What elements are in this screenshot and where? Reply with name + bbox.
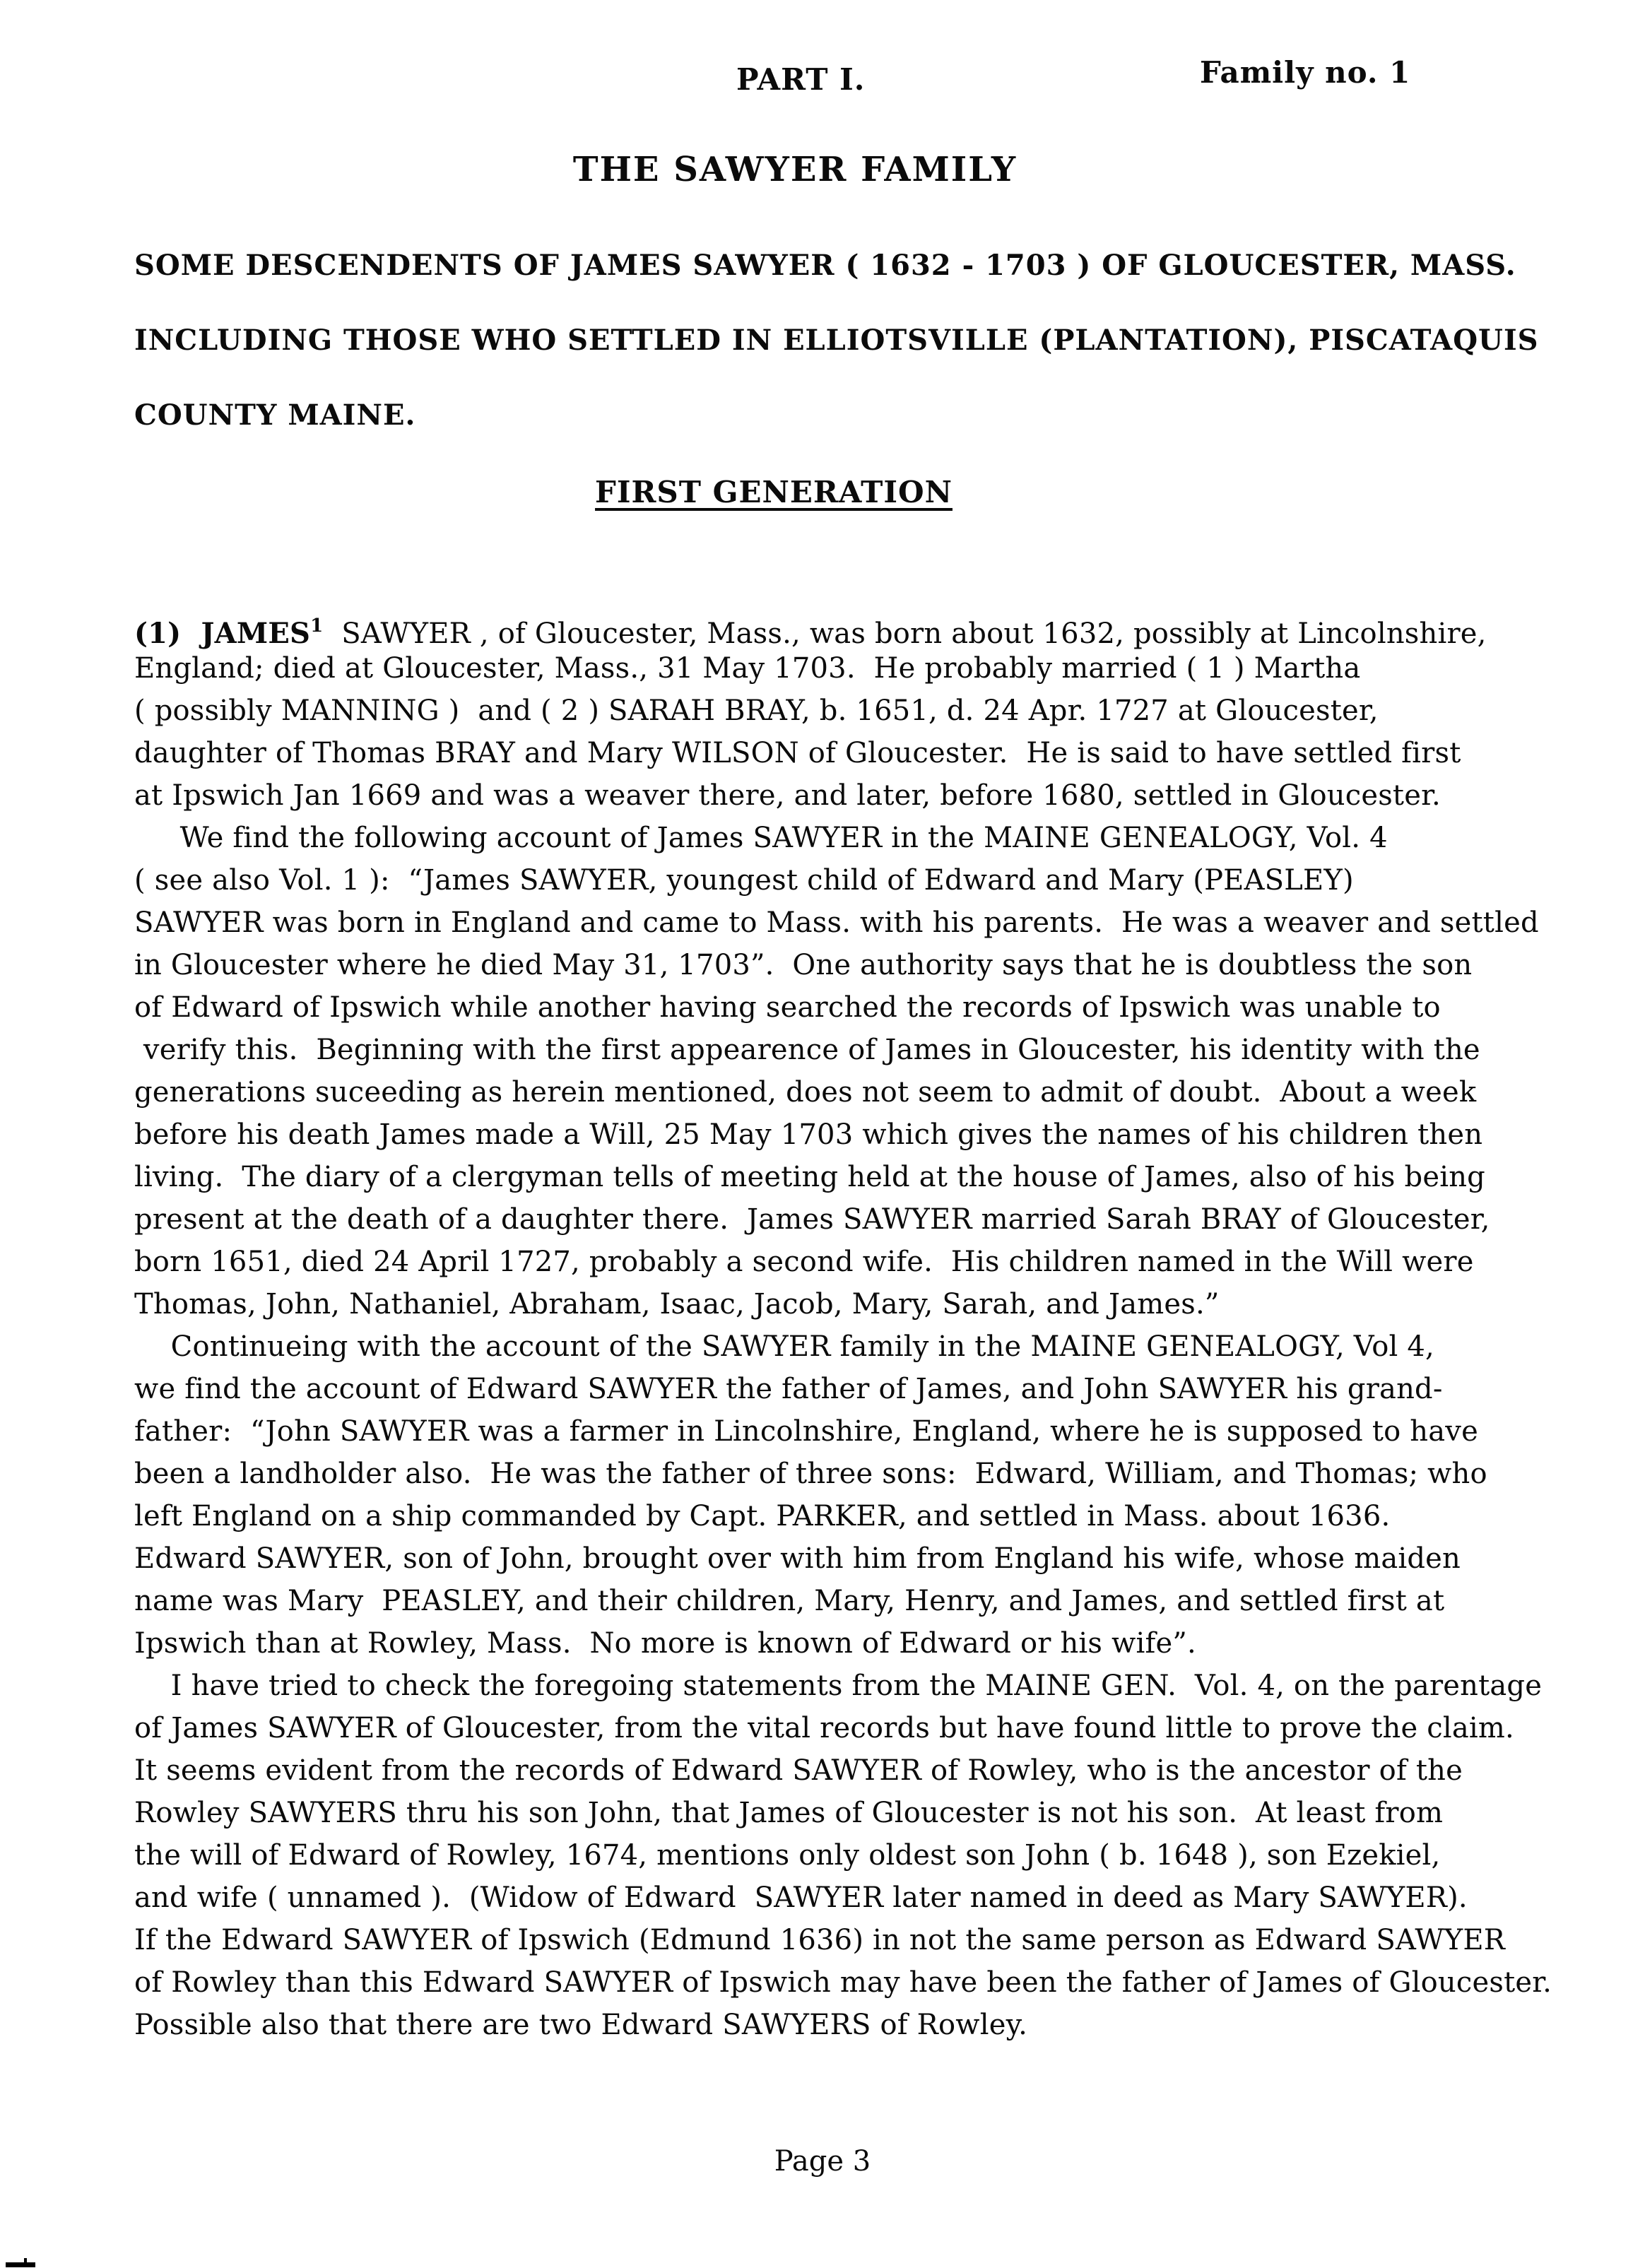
text-line: Edward SAWYER, son of John, brought over with him from England his wife, whose maiden	[134, 1542, 1461, 1575]
document-title: THE SAWYER FAMILY	[572, 150, 1018, 189]
text-line: SAWYER was born in England and came to Mass. with his parents. He was a weaver and settled	[134, 906, 1539, 939]
subtitle-line: COUNTY MAINE.	[134, 398, 416, 432]
subtitle-line: INCLUDING THOSE WHO SETTLED IN ELLIOTSVILLE (PLANTATION), PISCATAQUIS	[134, 324, 1539, 357]
paragraph-3	[134, 1325, 1603, 1665]
paragraph-4	[134, 1665, 1603, 2046]
paragraph-1	[134, 605, 1603, 817]
text-line: of Edward of Ipswich while another having searched the records of Ipswich was unable to	[134, 991, 1441, 1024]
generation-superscript: 1	[310, 615, 324, 637]
scan-ink-speck	[24, 2258, 27, 2267]
text-line: before his death James made a Will, 25 May 1703 which gives the names of his children then	[134, 1118, 1483, 1151]
text-line: ( possibly MANNING ) and ( 2 ) SARAH BRAY, b. 1651, d. 24 Apr. 1727 at Gloucester,	[134, 695, 1379, 727]
text-line: left England on a ship commanded by Capt. PARKER, and settled in Mass. about 1636.	[134, 1500, 1391, 1532]
text-line: in Gloucester where he died May 31, 1703”. One authority says that he is doubtless the son	[134, 949, 1473, 981]
text-line: daughter of Thomas BRAY and Mary WILSON of Gloucester. He is said to have settled first	[134, 737, 1461, 769]
text-line: ( see also Vol. 1 ): “James SAWYER, youngest child of Edward and Mary (PEASLEY)	[134, 864, 1354, 897]
text-line: born 1651, died 24 April 1727, probably a second wife. His children named in the Will were	[134, 1246, 1474, 1278]
text-line: I have tried to check the foregoing statements from the MAINE GEN. Vol. 4, on the parentage	[134, 1670, 1543, 1702]
text-line: of James SAWYER of Gloucester, from the vital records but have found little to prove the claim.	[134, 1712, 1514, 1744]
text-line: been a landholder also. He was the father of three sons: Edward, William, and Thomas; who	[134, 1458, 1487, 1490]
text-line: father: “John SAWYER was a farmer in Lincolnshire, England, where he is supposed to have	[134, 1415, 1478, 1448]
paragraph-2	[134, 817, 1603, 1325]
text-line: England; died at Gloucester, Mass., 31 May 1703. He probably married ( 1 ) Martha	[134, 652, 1361, 685]
body-text	[134, 605, 1603, 2046]
text-line: Continueing with the account of the SAWYER family in the MAINE GENEALOGY, Vol 4,	[134, 1330, 1434, 1363]
text-line: living. The diary of a clergyman tells of meeting held at the house of James, also of his being	[134, 1161, 1485, 1193]
text-line	[134, 605, 1603, 650]
page-number: Page 3	[774, 2145, 871, 2178]
text-line: present at the death of a daughter there. James SAWYER married Sarah BRAY of Gloucester,	[134, 1203, 1490, 1236]
text-line: the will of Edward of Rowley, 1674, mentions only oldest son John ( b. 1648 ), son Ezekiel,	[134, 1839, 1441, 1872]
text-line: If the Edward SAWYER of Ipswich (Edmund 1636) in not the same person as Edward SAWYER	[134, 1924, 1506, 1956]
text-line: Possible also that there are two Edward SAWYERS of Rowley.	[134, 2009, 1027, 2041]
text-line: Ipswich than at Rowley, Mass. No more is known of Edward or his wife”.	[134, 1627, 1196, 1660]
text-line: It seems evident from the records of Edward SAWYER of Rowley, who is the ancestor of the	[134, 1754, 1463, 1787]
text-line: Rowley SAWYERS thru his son John, that James of Gloucester is not his son. At least from	[134, 1797, 1444, 1829]
family-number-label: Family no. 1	[1200, 55, 1411, 90]
part-label: PART I.	[736, 62, 866, 97]
text-line: name was Mary PEASLEY, and their children, Mary, Henry, and James, and settled first at	[134, 1585, 1445, 1617]
text-line: and wife ( unnamed ). (Widow of Edward SAWYER later named in deed as Mary SAWYER).	[134, 1882, 1468, 1914]
text-line: of Rowley than this Edward SAWYER of Ipswich may have been the father of James of Gloucester.	[134, 1966, 1552, 1999]
entry-number-and-name: (1) JAMES	[134, 617, 311, 650]
text-line: verify this. Beginning with the first appearence of James in Gloucester, his identity with the	[134, 1034, 1480, 1066]
text-line: Thomas, John, Nathaniel, Abraham, Isaac, Jacob, Mary, Sarah, and James.”	[134, 1288, 1220, 1321]
text-line: we find the account of Edward SAWYER the father of James, and John SAWYER his grand-	[134, 1373, 1443, 1405]
section-heading: FIRST GENERATION	[595, 475, 953, 509]
subtitle-line: SOME DESCENDENTS OF JAMES SAWYER ( 1632 - 1703 ) OF GLOUCESTER, MASS.	[134, 249, 1516, 282]
scan-ink-speck	[6, 2262, 35, 2267]
text-line: generations suceeding as herein mentioned, does not seem to admit of doubt. About a week	[134, 1076, 1477, 1109]
text-line: We find the following account of James SAWYER in the MAINE GENEALOGY, Vol. 4	[134, 822, 1388, 854]
text-line: at Ipswich Jan 1669 and was a weaver there, and later, before 1680, settled in Gloucester.	[134, 779, 1441, 812]
text-line-rest: SAWYER , of Gloucester, Mass., was born about 1632, possibly at Lincolnshire,	[323, 618, 1487, 650]
